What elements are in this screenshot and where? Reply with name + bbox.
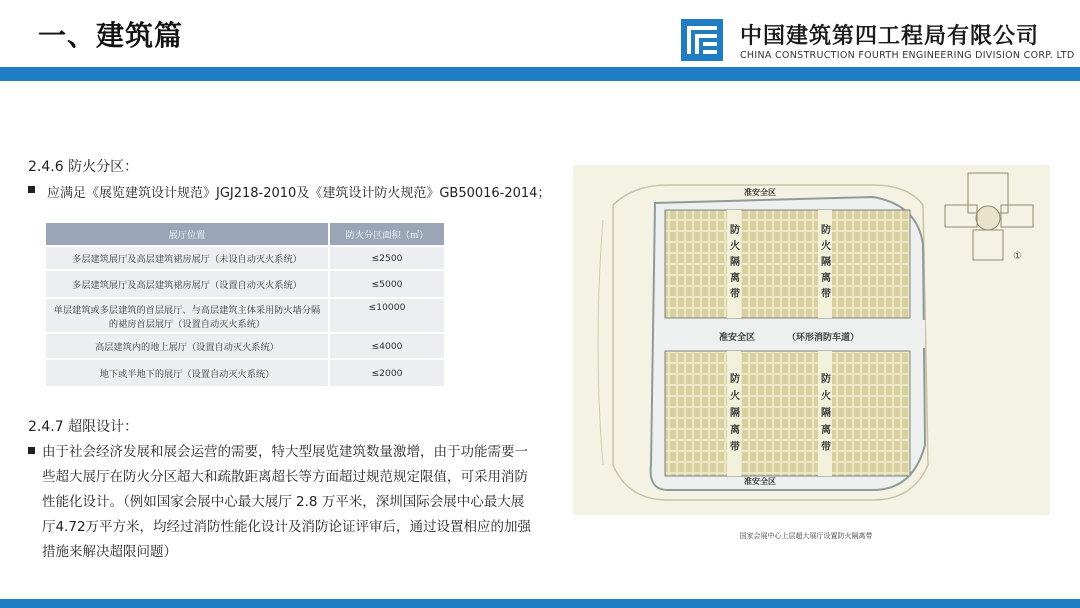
label-safe-zone-top: 准安全区 <box>744 188 776 197</box>
page-title: 一、建筑篇 <box>38 19 184 52</box>
company-name-cn: 中国建筑第四工程局有限公司 <box>740 24 1040 49</box>
label-marker: ① <box>1013 251 1022 262</box>
over-limit-paragraph: 由于社会经济发展和展会运营的需要，特大型展览建筑数量激增，由于功能需要一些超大展厅在防火分区超大和疏散距离超长等方面超过规范规定限值，可采用消防性能化设计。（例如国家会展中心最大展厅 2.8 万平米，深圳国际会展中心最大展厅4.72万平方米，均经过消防性能化设计及消防论证评审后，通过设置相应的加强措施来解决超限问题） <box>42 444 532 560</box>
bullet-icon <box>28 447 35 454</box>
section-heading-fire-zone: 2.4.6 防火分区： <box>28 159 139 175</box>
label-safe-zone-mid: 准安全区 <box>719 333 756 343</box>
table-row <box>46 247 444 269</box>
footer-bar <box>0 599 1080 608</box>
fire-zone-table <box>46 221 444 388</box>
label-fire-belt: 防火隔离带 <box>821 374 831 453</box>
table-header-area: 防火分区面积（㎡） <box>328 223 444 245</box>
table-cell-location: 单层建筑或多层建筑的首层展厅、与高层建筑主体采用防火墙分隔的裙房首层展厅（设置自动灭火系统） <box>46 299 328 332</box>
table-row <box>46 271 444 297</box>
table-row <box>46 360 444 386</box>
table-cell-location: 多层建筑展厅及高层建筑裙房展厅（设置自动灭火系统） <box>46 271 328 297</box>
label-ring-road: （环形消防车道） <box>787 333 860 343</box>
table-cell-area: ≤2500 <box>328 247 444 269</box>
floor-plan-figure <box>573 165 1050 515</box>
table-cell-area: ≤5000 <box>328 271 444 297</box>
table-header-row <box>46 223 444 245</box>
label-fire-belt: 防火隔离带 <box>821 225 831 300</box>
table-cell-location: 多层建筑展厅及高层建筑裙房展厅（未设自动灭火系统） <box>46 247 328 269</box>
table-cell-area: ≤2000 <box>328 360 444 386</box>
bullet-icon <box>28 186 35 193</box>
label-fire-belt: 防火隔离带 <box>730 374 740 453</box>
table-row <box>46 334 444 358</box>
label-safe-zone-bottom: 准安全区 <box>744 477 776 486</box>
company-name-en: CHINA CONSTRUCTION FOURTH ENGINEERING DIVISION CORP. LTD <box>740 50 1075 61</box>
table-cell-area: ≤4000 <box>328 334 444 358</box>
table-cell-location: 高层建筑内的地上展厅（设置自动灭火系统） <box>46 334 328 358</box>
table-row <box>46 299 444 332</box>
figure-caption: 国家会展中心上层超大展厅设置防火隔离带 <box>739 532 873 540</box>
fire-zone-requirement: 应满足《展览建筑设计规范》JGJ218-2010及《建筑设计防火规范》GB50016-2014； <box>47 186 551 201</box>
table-header-location: 展厅位置 <box>46 223 328 245</box>
section-heading-over-limit: 2.4.7 超限设计： <box>28 419 139 435</box>
table-cell-area: ≤10000 <box>328 299 444 332</box>
header-divider-bar <box>0 67 1080 81</box>
table-cell-location: 地下或半地下的展厅（设置自动灭火系统） <box>46 360 328 386</box>
label-fire-belt: 防火隔离带 <box>730 225 740 300</box>
company-logo-icon <box>681 19 723 61</box>
